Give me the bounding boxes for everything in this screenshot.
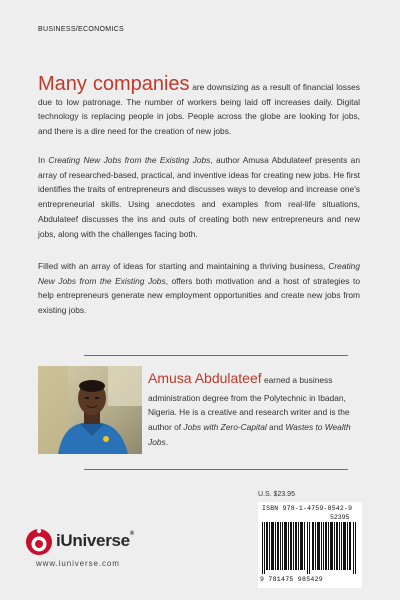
blurb-p2-pre: In <box>38 155 49 165</box>
blurb-p3-post: , offers both motivation and a host of strategies to help entrepreneurs generate new employment opportunities and create new jobs from existing jobs. <box>38 275 360 316</box>
publisher-name <box>56 531 134 551</box>
author-name: Amusa Abdulateef <box>148 370 262 386</box>
price-label: U.S. $23.95 <box>258 491 295 498</box>
author-photo <box>38 366 142 454</box>
barcode <box>258 502 362 588</box>
isbn-text: ISBN 978-1-4759-8542-9 <box>262 505 353 512</box>
blurb-p3-pre: Filled with an array of ideas for starting and maintaining a thriving business, <box>38 261 329 271</box>
author-bio-text: earned a business administration degree from the Polytechnic in Ibadan, Nigeria. He is a creative and research writer and is the author of <box>148 375 350 432</box>
blurb-lead-text: are downsizing as a result of financial losses due to low patronage. The number of workers being laid off increases daily. Digital technology is replacing people in jobs. People across the globe are looking for jobs, and there is a dire need for the creation of new jobs. <box>38 82 360 137</box>
category-label: BUSINESS/ECONOMICS <box>38 26 124 33</box>
blurb-lead-words: Many companies <box>38 73 190 95</box>
divider-top <box>84 355 348 356</box>
iuniverse-logo-icon <box>24 525 54 559</box>
divider-bottom <box>84 469 348 470</box>
barcode-bars <box>262 522 358 574</box>
blurb-paragraph-2 <box>38 153 360 241</box>
blurb-paragraph-3 <box>38 259 360 318</box>
book-title: Creating New Jobs from the Existing Jobs <box>48 155 211 165</box>
price-code: 52395 <box>330 514 350 521</box>
publisher-name-text: iUniverse <box>56 531 130 550</box>
barcode-number: 9 781475 985429 <box>260 576 324 583</box>
other-book-title: Wastes to Wealth Jobs <box>148 421 351 447</box>
blurb-paragraph-1 <box>38 74 360 139</box>
author-bio-text: . <box>165 436 169 447</box>
author-bio <box>148 366 360 449</box>
other-book-title: Jobs with Zero-Capital <box>183 421 267 432</box>
author-bio-text: and <box>266 421 286 432</box>
registered-mark: ® <box>129 531 134 537</box>
book-title: Creating New Jobs from the Existing Jobs <box>38 261 360 286</box>
blurb-p2-post: , author Amusa Abdulateef presents an array of researched-based, practical, and inventive ideas for creating new jobs. He first identifies the traits of entrepreneurs and discusses ways to develop and increase one's entrepreneurial skills. Using anecdotes and examples from real-life situations, Abdulateef discusses the ins and outs of creating both new entrepreneurs and new jobs, along with the challenges facing both. <box>38 155 360 239</box>
publisher-url: www.iuniverse.com <box>36 559 120 568</box>
